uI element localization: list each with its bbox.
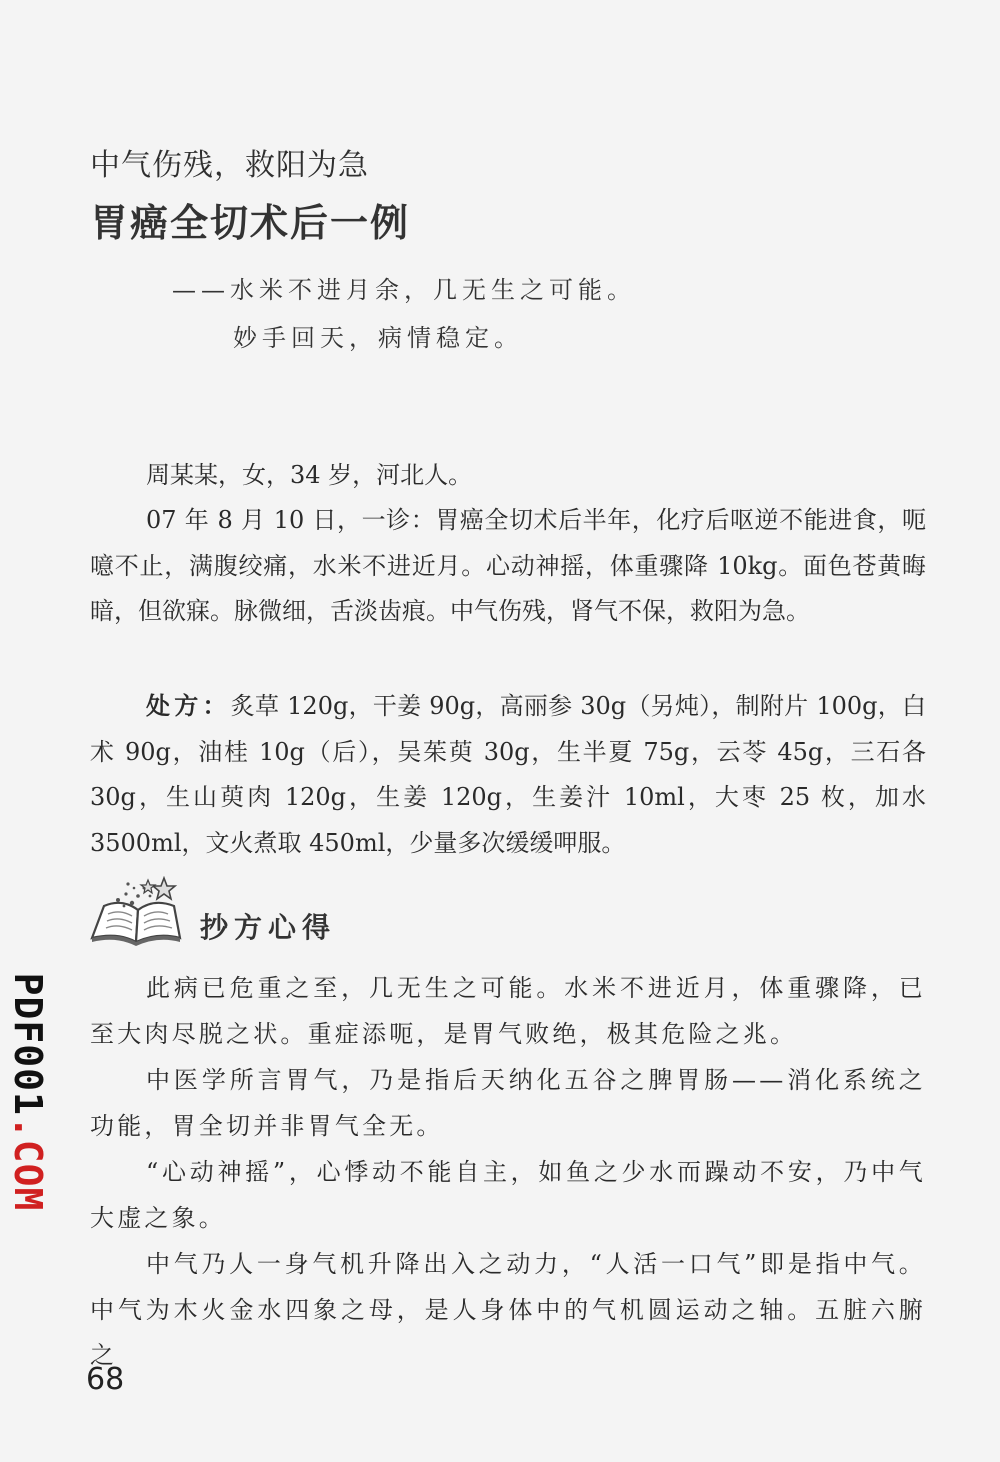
section-header xyxy=(88,876,388,946)
prescription-text: 炙草 120g，干姜 90g，高丽参 30g（另炖），制附片 100g，白术 90g，油桂 10g（后），吴茱萸 30g，生半夏 75g，云苓 45g，三石各 30g，生山萸肉 120g，生姜 120g，生姜汁 10ml，大枣 25 枚，加水 3500ml，文火煮取 450ml，少量多次缓缓呷服。 xyxy=(90,692,926,857)
chapter-subtitle: 中气伤残，救阳为急 xyxy=(90,148,369,183)
prescription xyxy=(90,683,926,866)
commentary-paragraph: 中医学所言胃气，乃是指后天纳化五谷之脾胃肠——消化系统之功能，胃全切并非胃气全无。 xyxy=(90,1066,926,1140)
commentary-paragraph: 此病已危重之至，几无生之可能。水米不进近月，体重骤降，已至大肉尽脱之状。重症添呃，是胃气败绝，极其危险之兆。 xyxy=(90,974,926,1048)
page-number: 68 xyxy=(86,1362,125,1397)
commentary-paragraph: 中气乃人一身气机升降出入之动力，“人活一口气”即是指中气。中气为木火金水四象之母，是人身体中的气机圆运动之轴。五脏六腑之 xyxy=(90,1250,926,1369)
watermark-part-1: PDF001 xyxy=(6,972,50,1116)
section-title: 抄方心得 xyxy=(200,911,337,944)
open-book-stars-icon xyxy=(88,876,198,946)
tagline-line-1: ——水米不进月余，几无生之可能。 xyxy=(172,276,636,304)
prescription-label: 处方： xyxy=(146,691,231,720)
patient-info: 周某某，女，34 岁，河北人。 xyxy=(146,461,473,489)
commentary-paragraph: “心动神摇”，心悸动不能自主，如鱼之少水而躁动不安，乃中气大虚之象。 xyxy=(90,1158,926,1232)
watermark xyxy=(6,972,50,1212)
watermark-part-2: .COM xyxy=(6,1115,50,1212)
chapter-title: 胃癌全切术后一例 xyxy=(90,201,411,245)
tagline-line-2: 妙手回天，病情稳定。 xyxy=(233,324,523,352)
first-visit-record: 07 年 8 月 10 日，一诊：胃癌全切术后半年，化疗后呕逆不能进食，呃噫不止，满腹绞痛，水米不进近月。心动神摇，体重骤降 10kg。面色苍黄晦暗，但欲寐。脉微细，舌淡齿痕。中气伤残，肾气不保，救阳为急。 xyxy=(90,506,926,625)
